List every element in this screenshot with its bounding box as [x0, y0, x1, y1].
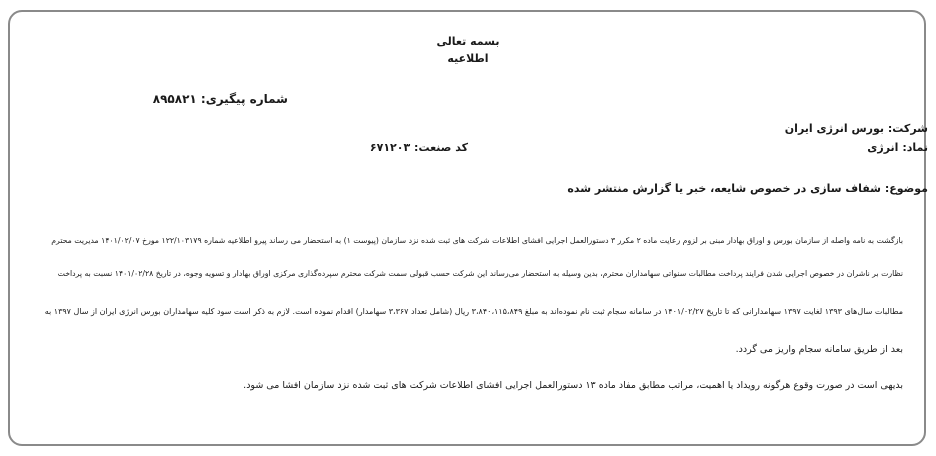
industry-code-row — [370, 141, 468, 154]
symbol-row — [867, 141, 928, 154]
subject-row — [567, 182, 928, 195]
industry-code-value: ۶۷۱۲۰۳ — [369, 141, 411, 154]
company-label: شرکت: — [887, 122, 928, 135]
symbol-label: نماد: — [902, 141, 928, 154]
symbol-value: انرژی — [867, 141, 899, 154]
tracking-number — [153, 92, 288, 106]
body-line-5: بدیهی است در صورت وقوع هرگونه رویداد یا اهمیت، مراتب مطابق مفاد ماده ۱۳ دستورالعمل اجرایی افشای اطلاعات شرکت های ثبت شده نزد سازمان افشا می شود. — [243, 380, 903, 391]
company-row — [785, 122, 928, 135]
subject-label: موضوع: — [884, 182, 928, 195]
subject-value: شفاف سازی در خصوص شایعه، خبر یا گزارش منتشر شده — [567, 182, 881, 195]
basmala-heading: بسمه تعالی — [436, 35, 500, 48]
body-line-2: نظارت بر ناشران در خصوص اجرایی شدن فرایند پرداخت مطالبات سنواتی سهامداران محترم، بدین وسیله به استحضار می‌رساند این شرکت حسب قبولی سمت شرکت محترم سپرده‌گذاری مرکزی اوراق بهادار و تسویه وجوه، در تاریخ ۱۴۰۱/۰۲/۲۸ نسبت به پرداخت — [57, 269, 903, 278]
industry-code-label: کد صنعت: — [414, 141, 468, 154]
tracking-value: ۸۹۵۸۲۱ — [152, 92, 197, 106]
body-line-4: بعد از طریق سامانه سجام واریز می گردد. — [735, 344, 903, 355]
body-line-1: بازگشت به نامه واصله از سازمان بورس و اوراق بهادار مبنی بر لزوم رعایت ماده ۲ مکرر ۳ دستورالعمل اجرایی افشای اطلاعات شرکت های ثبت شده نزد سازمان (پیوست ۱) به استحضار می رساند پیرو اطلاعیه شماره ۱۲۲/۱۰۳۱۷۹ مورخ ۱۴۰۱/۰۲/۰۷ مدیریت محترم — [51, 236, 903, 245]
announcement-title: اطلاعیه — [447, 52, 489, 65]
body-line-3: مطالبات سال‌های ۱۳۹۳ لغایت ۱۳۹۷ سهامدارانی که تا تاریخ ۱۴۰۱/۰۲/۲۷ در سامانه سجام ثبت نام نموده‌اند به مبلغ ۳،۸۴۰،۱۱۵،۸۴۹ ریال (شامل تعداد ۳،۳۶۷ سهامدار) اقدام نموده است. لازم به ذکر است سود کلیه سهامداران بورس انرژی ایران از سال ۱۳۹۷ به — [44, 307, 903, 316]
company-value: بورس انرژی ایران — [784, 122, 885, 135]
tracking-label: شماره پیگیری: — [200, 92, 288, 106]
